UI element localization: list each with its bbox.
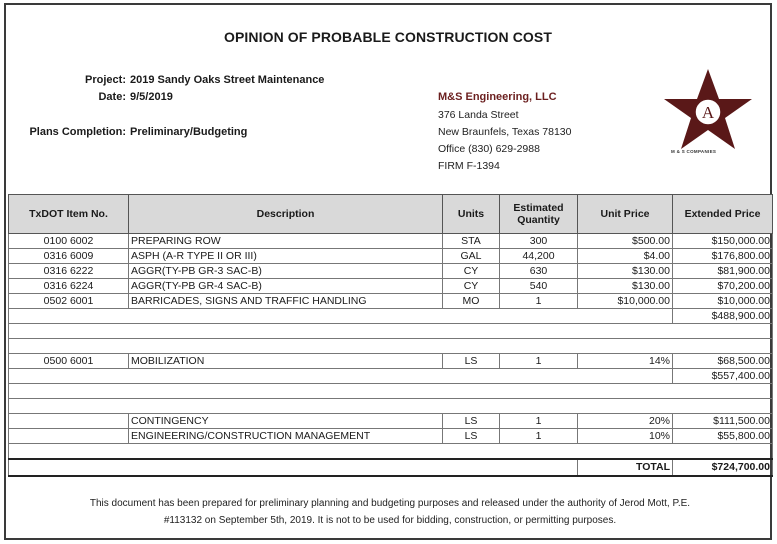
spacer-row — [9, 399, 773, 414]
item-units: GAL — [443, 249, 500, 264]
item-units: CY — [443, 279, 500, 294]
item-unit-price: $4.00 — [578, 249, 673, 264]
project-label: Project: — [85, 74, 126, 86]
item-no: 0500 6001 — [9, 354, 129, 369]
item-no: 0316 6222 — [9, 264, 129, 279]
disclaimer-line-2: #113132 on September 5th, 2019. It is not to be used for bidding, construction, or permitting purposes. — [163, 515, 617, 526]
item-unit-price: 10% — [578, 429, 673, 444]
document-title: OPINION OF PROBABLE CONSTRUCTION COST — [223, 29, 553, 45]
item-no: 0502 6001 — [9, 294, 129, 309]
table-row — [9, 264, 773, 279]
item-description: MOBILIZATION — [129, 354, 443, 369]
item-unit-price: $130.00 — [578, 279, 673, 294]
item-quantity: 1 — [500, 414, 578, 429]
logo-caption: M & S COMPANIES — [671, 149, 717, 154]
item-description: ASPH (A-R TYPE II OR III) — [129, 249, 443, 264]
item-unit-price: $10,000.00 — [578, 294, 673, 309]
firm-address: 376 Landa Street — [438, 109, 519, 121]
total-row — [9, 459, 773, 476]
table-row — [9, 279, 773, 294]
item-extended-price: $55,800.00 — [673, 429, 773, 444]
item-no: 0100 6002 — [9, 234, 129, 249]
table-row — [9, 294, 773, 309]
firm-office: Office (830) 629-2988 — [438, 143, 540, 155]
subtotal-row — [9, 309, 773, 324]
subtotal-1: $488,900.00 — [673, 309, 773, 324]
item-quantity: 630 — [500, 264, 578, 279]
spacer-row — [9, 384, 773, 399]
item-units: STA — [443, 234, 500, 249]
item-units: LS — [443, 429, 500, 444]
spacer-row — [9, 339, 773, 354]
col-unit-price-header: Unit Price — [578, 195, 673, 234]
item-extended-price: $81,900.00 — [673, 264, 773, 279]
col-extended-price-header: Extended Price — [673, 195, 773, 234]
total-label: TOTAL — [578, 459, 673, 476]
item-units: LS — [443, 414, 500, 429]
item-extended-price: $10,000.00 — [673, 294, 773, 309]
item-description: ENGINEERING/CONSTRUCTION MANAGEMENT — [129, 429, 443, 444]
date-value: 9/5/2019 — [130, 91, 173, 103]
col-quantity-header: Estimated Quantity — [500, 195, 578, 234]
item-unit-price: 14% — [578, 354, 673, 369]
item-extended-price: $176,800.00 — [673, 249, 773, 264]
item-no: 0316 6009 — [9, 249, 129, 264]
subtotal-2: $557,400.00 — [673, 369, 773, 384]
project-value: 2019 Sandy Oaks Street Maintenance — [130, 74, 325, 86]
table-row — [9, 249, 773, 264]
table-row — [9, 429, 773, 444]
table-row — [9, 234, 773, 249]
col-item-header: TxDOT Item No. — [9, 195, 129, 234]
spacer-row — [9, 324, 773, 339]
item-description: AGGR(TY-PB GR-4 SAC-B) — [129, 279, 443, 294]
logo-letter: A — [701, 103, 715, 122]
cost-table — [8, 194, 773, 477]
disclaimer — [12, 495, 768, 529]
item-description: AGGR(TY-PB GR-3 SAC-B) — [129, 264, 443, 279]
item-extended-price: $150,000.00 — [673, 234, 773, 249]
col-description-header: Description — [129, 195, 443, 234]
firm-city: New Braunfels, Texas 78130 — [438, 126, 572, 138]
date-label: Date: — [98, 91, 126, 103]
item-no: 0316 6224 — [9, 279, 129, 294]
item-quantity: 1 — [500, 354, 578, 369]
subtotal-row — [9, 369, 773, 384]
item-description: BARRICADES, SIGNS AND TRAFFIC HANDLING — [129, 294, 443, 309]
item-unit-price: 20% — [578, 414, 673, 429]
table-row — [9, 414, 773, 429]
item-unit-price: $500.00 — [578, 234, 673, 249]
cost-sheet — [4, 3, 772, 540]
disclaimer-line-1: This document has been prepared for preliminary planning and budgeting purposes and released under the authority of Jerod Mott, P.E. — [89, 498, 691, 509]
table-row — [9, 354, 773, 369]
col-units-header: Units — [443, 195, 500, 234]
item-unit-price: $130.00 — [578, 264, 673, 279]
spacer-row — [9, 444, 773, 460]
item-description: PREPARING ROW — [129, 234, 443, 249]
item-extended-price: $111,500.00 — [673, 414, 773, 429]
item-description: CONTINGENCY — [129, 414, 443, 429]
plans-label: Plans Completion: — [29, 126, 126, 138]
firm-number: FIRM F-1394 — [438, 160, 500, 172]
item-units: LS — [443, 354, 500, 369]
item-units: MO — [443, 294, 500, 309]
item-extended-price: $70,200.00 — [673, 279, 773, 294]
total-value: $724,700.00 — [673, 459, 773, 476]
plans-value: Preliminary/Budgeting — [130, 126, 248, 138]
item-units: CY — [443, 264, 500, 279]
item-quantity: 44,200 — [500, 249, 578, 264]
item-quantity: 1 — [500, 429, 578, 444]
table-header — [9, 195, 773, 234]
firm-name: M&S Engineering, LLC — [438, 91, 557, 103]
company-logo-icon — [656, 69, 766, 159]
item-quantity: 1 — [500, 294, 578, 309]
item-quantity: 540 — [500, 279, 578, 294]
item-quantity: 300 — [500, 234, 578, 249]
item-extended-price: $68,500.00 — [673, 354, 773, 369]
